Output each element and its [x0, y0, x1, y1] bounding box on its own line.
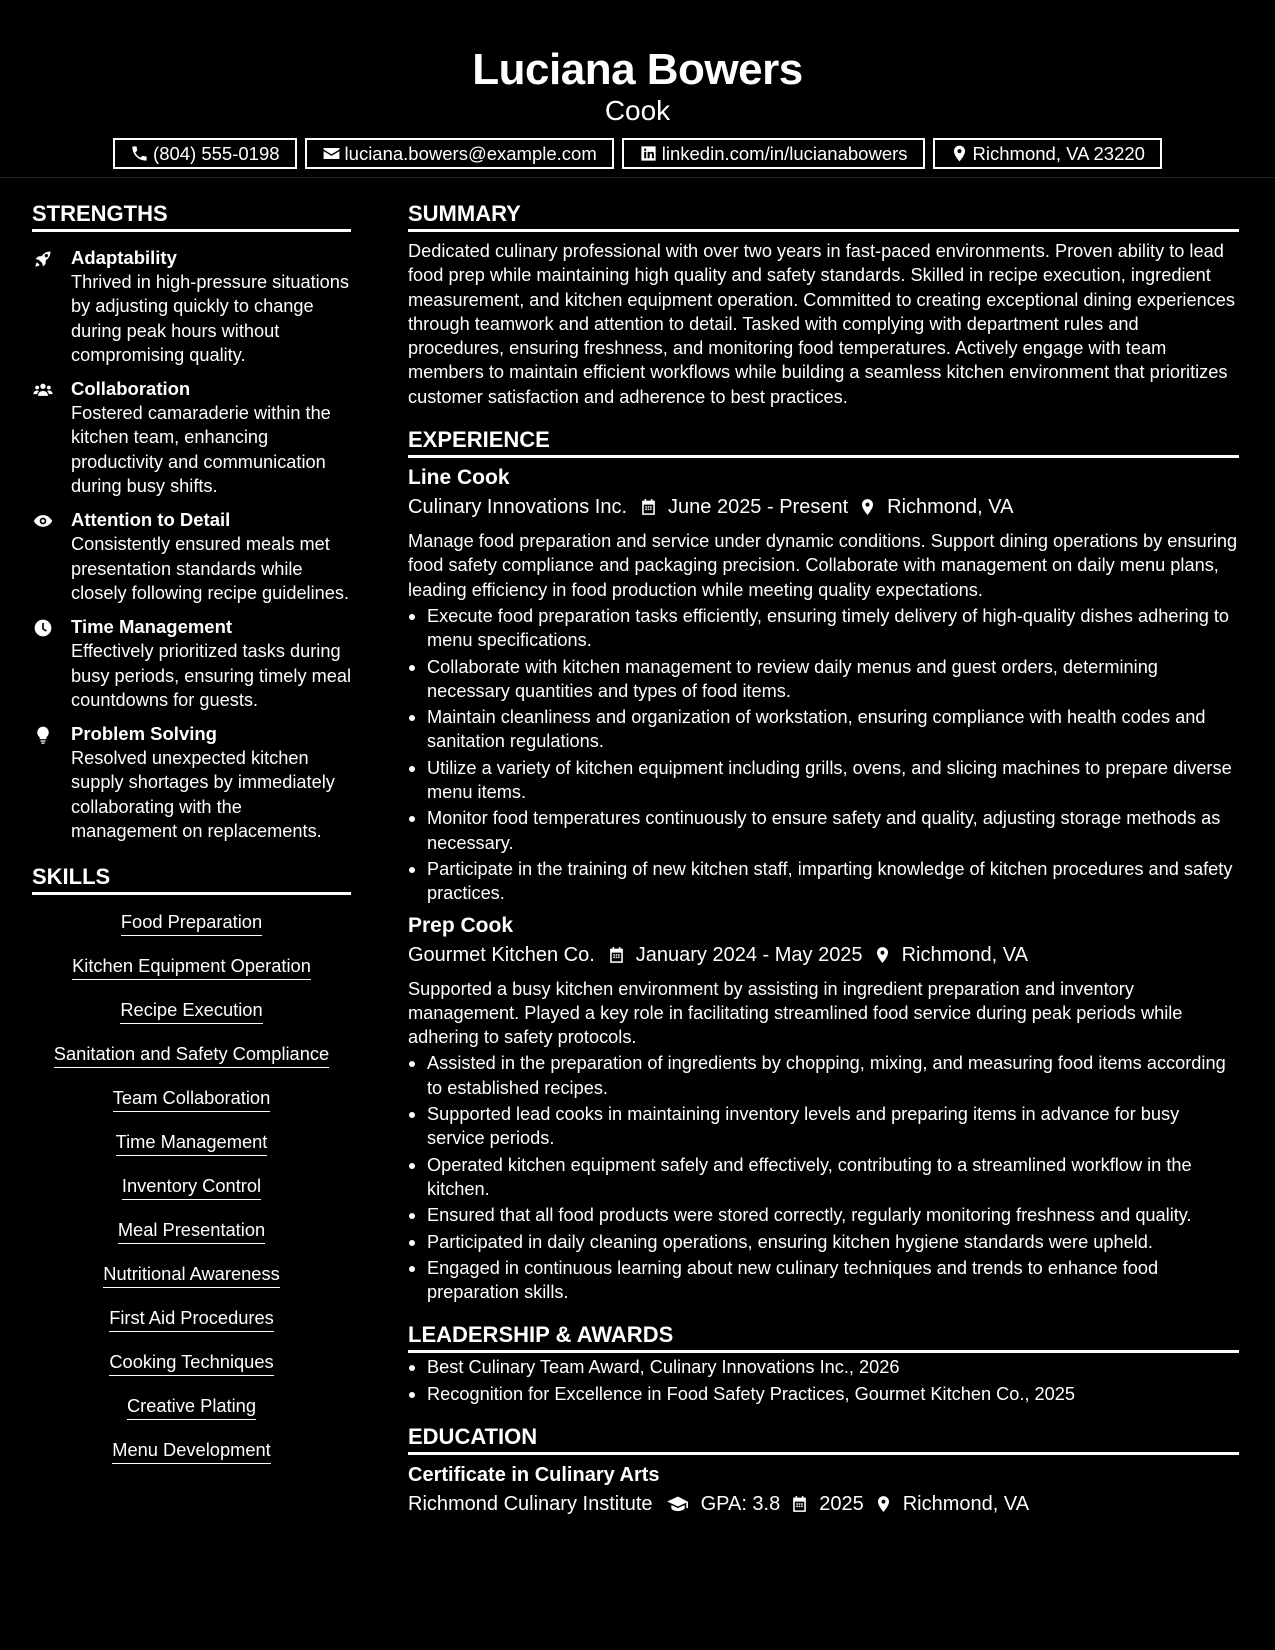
list-item: Participated in daily cleaning operations, ensuring kitchen hygiene standards were upheld. [408, 1230, 1239, 1254]
clock-icon [32, 618, 54, 638]
education-heading: EDUCATION [408, 1423, 1239, 1455]
job-bullets [408, 1051, 1239, 1304]
list-item: Participate in the training of new kitchen staff, imparting knowledge of kitchen procedures and safety practices. [408, 857, 1239, 906]
left-column [32, 200, 351, 1482]
eye-icon [32, 511, 54, 531]
skill-tag: Menu Development [112, 1438, 271, 1464]
contact-location [933, 138, 1162, 169]
lightbulb-icon [32, 725, 54, 745]
strengths-heading: STRENGTHS [32, 200, 351, 232]
rocket-icon [32, 249, 54, 269]
skill-tag: Sanitation and Safety Compliance [54, 1042, 329, 1068]
right-column [408, 200, 1239, 1517]
linkedin-text: linkedin.com/in/lucianabowers [661, 142, 908, 164]
calendar-icon [607, 945, 626, 965]
awards-heading: LEADERSHIP & AWARDS [408, 1321, 1239, 1353]
calendar-icon [790, 1494, 809, 1514]
skill-tag: Cooking Techniques [109, 1350, 273, 1376]
skill-tag: Kitchen Equipment Operation [72, 954, 311, 980]
map-pin-icon [873, 945, 892, 965]
skill-tag: Food Preparation [121, 910, 262, 936]
job-entry [408, 913, 1239, 1305]
calendar-icon [639, 497, 658, 517]
list-item: Maintain cleanliness and organization of workstation, ensuring compliance with health codes and sanitation regulations. [408, 705, 1239, 754]
location-text: Richmond, VA 23220 [972, 142, 1145, 164]
summary-heading: SUMMARY [408, 200, 1239, 232]
list-item: Recognition for Excellence in Food Safety Practices, Gourmet Kitchen Co., 2025 [408, 1382, 1239, 1406]
phone-icon [130, 144, 149, 163]
job-company: Culinary Innovations Inc. [408, 496, 628, 519]
contact-phone[interactable] [113, 138, 297, 169]
job-company: Gourmet Kitchen Co. [408, 943, 595, 966]
job-meta [408, 942, 1239, 968]
job-location: Richmond, VA [887, 496, 1014, 519]
education-location: Richmond, VA [902, 1492, 1030, 1515]
job-title: Line Cook [408, 466, 510, 490]
list-item: Operated kitchen equipment safely and effectively, contributing to a streamlined workflow in the kitchen. [408, 1153, 1239, 1202]
education-meta [408, 1491, 1239, 1517]
job-entry [408, 465, 1239, 905]
strength-desc: Resolved unexpected kitchen supply shortages by immediately collaborating with the management on replacements. [71, 748, 335, 842]
skill-tag: Time Management [116, 1130, 268, 1156]
list-item: Supported lead cooks in maintaining inventory levels and preparing items in advance for busy service periods. [408, 1102, 1239, 1151]
job-description: Manage food preparation and service under dynamic conditions. Support dining operations by ensuring food safety compliance and packaging precision. Collaborate with management on daily menu plans, leading efficiency in food production while meeting quality expectations. [408, 531, 1238, 600]
skill-tag: Nutritional Awareness [103, 1262, 279, 1288]
graduation-cap-icon [665, 1494, 691, 1514]
strength-item [32, 377, 351, 498]
skill-tag: Inventory Control [122, 1174, 261, 1200]
strengths-list [32, 246, 351, 843]
email-text: luciana.bowers@example.com [344, 142, 597, 164]
list-item: Utilize a variety of kitchen equipment including grills, ovens, and slicing machines to prepare diverse menu items. [408, 756, 1239, 805]
skill-tag: Team Collaboration [113, 1086, 271, 1112]
job-location: Richmond, VA [901, 943, 1028, 966]
skill-tag: Meal Presentation [118, 1218, 265, 1244]
education-gpa: GPA: 3.8 [700, 1492, 781, 1515]
phone-text: (804) 555-0198 [153, 142, 280, 164]
map-pin-icon [858, 497, 877, 517]
candidate-title: Cook [604, 95, 671, 126]
summary-text: Dedicated culinary professional with over two years in fast-paced environments. Proven ability to lead food prep while maintaining high quality and safety standards. Skilled in recipe execution, ingredient measurement, and kitchen equipment operation. Committed to creating exceptional dining experiences through teamwork and attention to detail. Tasked with complying with department rules and procedures, ensuring freshness, and monitoring food temperatures. Actively engage with team members to maintain efficient workflows while building a seamless kitchen environment that prioritizes customer satisfaction and adherence to best practices. [408, 241, 1235, 407]
job-description: Supported a busy kitchen environment by assisting in ingredient preparation and inventory management. Played a key role in facilitating streamlined food service during peak periods while adhering to safety protocols. [408, 978, 1183, 1048]
envelope-icon [322, 144, 341, 163]
strength-desc: Consistently ensured meals met presentation standards while closely following recipe guidelines. [71, 534, 350, 603]
job-bullets [408, 604, 1239, 906]
job-dates: January 2024 - May 2025 [635, 943, 863, 966]
resume-header [0, 0, 1275, 178]
strength-title: Adaptability [71, 247, 177, 268]
education-year: 2025 [819, 1492, 864, 1515]
users-icon [32, 380, 54, 400]
list-item: Execute food preparation tasks efficiently, ensuring timely delivery of high-quality dishes adhering to menu specifications. [408, 604, 1239, 653]
strength-desc: Fostered camaraderie within the kitchen team, enhancing productivity and communication during busy shifts. [71, 403, 331, 497]
list-item: Monitor food temperatures continuously to ensure safety and quality, adjusting storage methods as necessary. [408, 806, 1239, 855]
job-meta [408, 494, 1239, 520]
map-pin-icon [874, 1494, 893, 1514]
strength-title: Problem Solving [71, 723, 217, 745]
contact-linkedin[interactable] [622, 138, 925, 169]
contact-bar [0, 138, 1275, 169]
candidate-name: Luciana Bowers [472, 45, 803, 94]
job-dates: June 2025 - Present [668, 496, 849, 519]
awards-list [408, 1355, 1239, 1406]
strength-title: Attention to Detail [71, 509, 231, 531]
skill-tag: Recipe Execution [120, 998, 262, 1024]
linkedin-icon [639, 144, 658, 163]
list-item: Ensured that all food products were stored correctly, regularly monitoring freshness and quality. [408, 1203, 1239, 1227]
strength-item [32, 246, 351, 367]
education-school: Richmond Culinary Institute [408, 1492, 653, 1515]
strength-item [32, 722, 351, 843]
skills-list [32, 910, 351, 1482]
strength-title: Time Management [71, 616, 233, 638]
job-title: Prep Cook [408, 913, 514, 937]
list-item: Best Culinary Team Award, Culinary Innovations Inc., 2026 [408, 1355, 1239, 1379]
list-item: Collaborate with kitchen management to review daily menus and guest orders, determining necessary quantities and types of food items. [408, 655, 1239, 704]
strength-title: Collaboration [71, 378, 191, 400]
experience-heading: EXPERIENCE [408, 426, 1239, 458]
strength-desc: Effectively prioritized tasks during busy periods, ensuring timely meal countdowns for guests. [71, 641, 352, 710]
list-item: Engaged in continuous learning about new culinary techniques and trends to enhance food preparation skills. [408, 1256, 1239, 1305]
strength-item [32, 508, 351, 605]
strength-desc: Thrived in high-pressure situations by adjusting quickly to change during peak hours without compromising quality. [71, 272, 349, 365]
contact-email[interactable] [305, 138, 614, 169]
strength-item [32, 615, 351, 712]
map-pin-icon [950, 144, 969, 163]
skills-heading: SKILLS [32, 863, 351, 895]
skill-tag: Creative Plating [127, 1394, 256, 1420]
skill-tag: First Aid Procedures [109, 1306, 274, 1332]
education-degree: Certificate in Culinary Arts [408, 1463, 660, 1486]
list-item: Assisted in the preparation of ingredients by chopping, mixing, and measuring food items according to established recipes. [408, 1051, 1239, 1100]
